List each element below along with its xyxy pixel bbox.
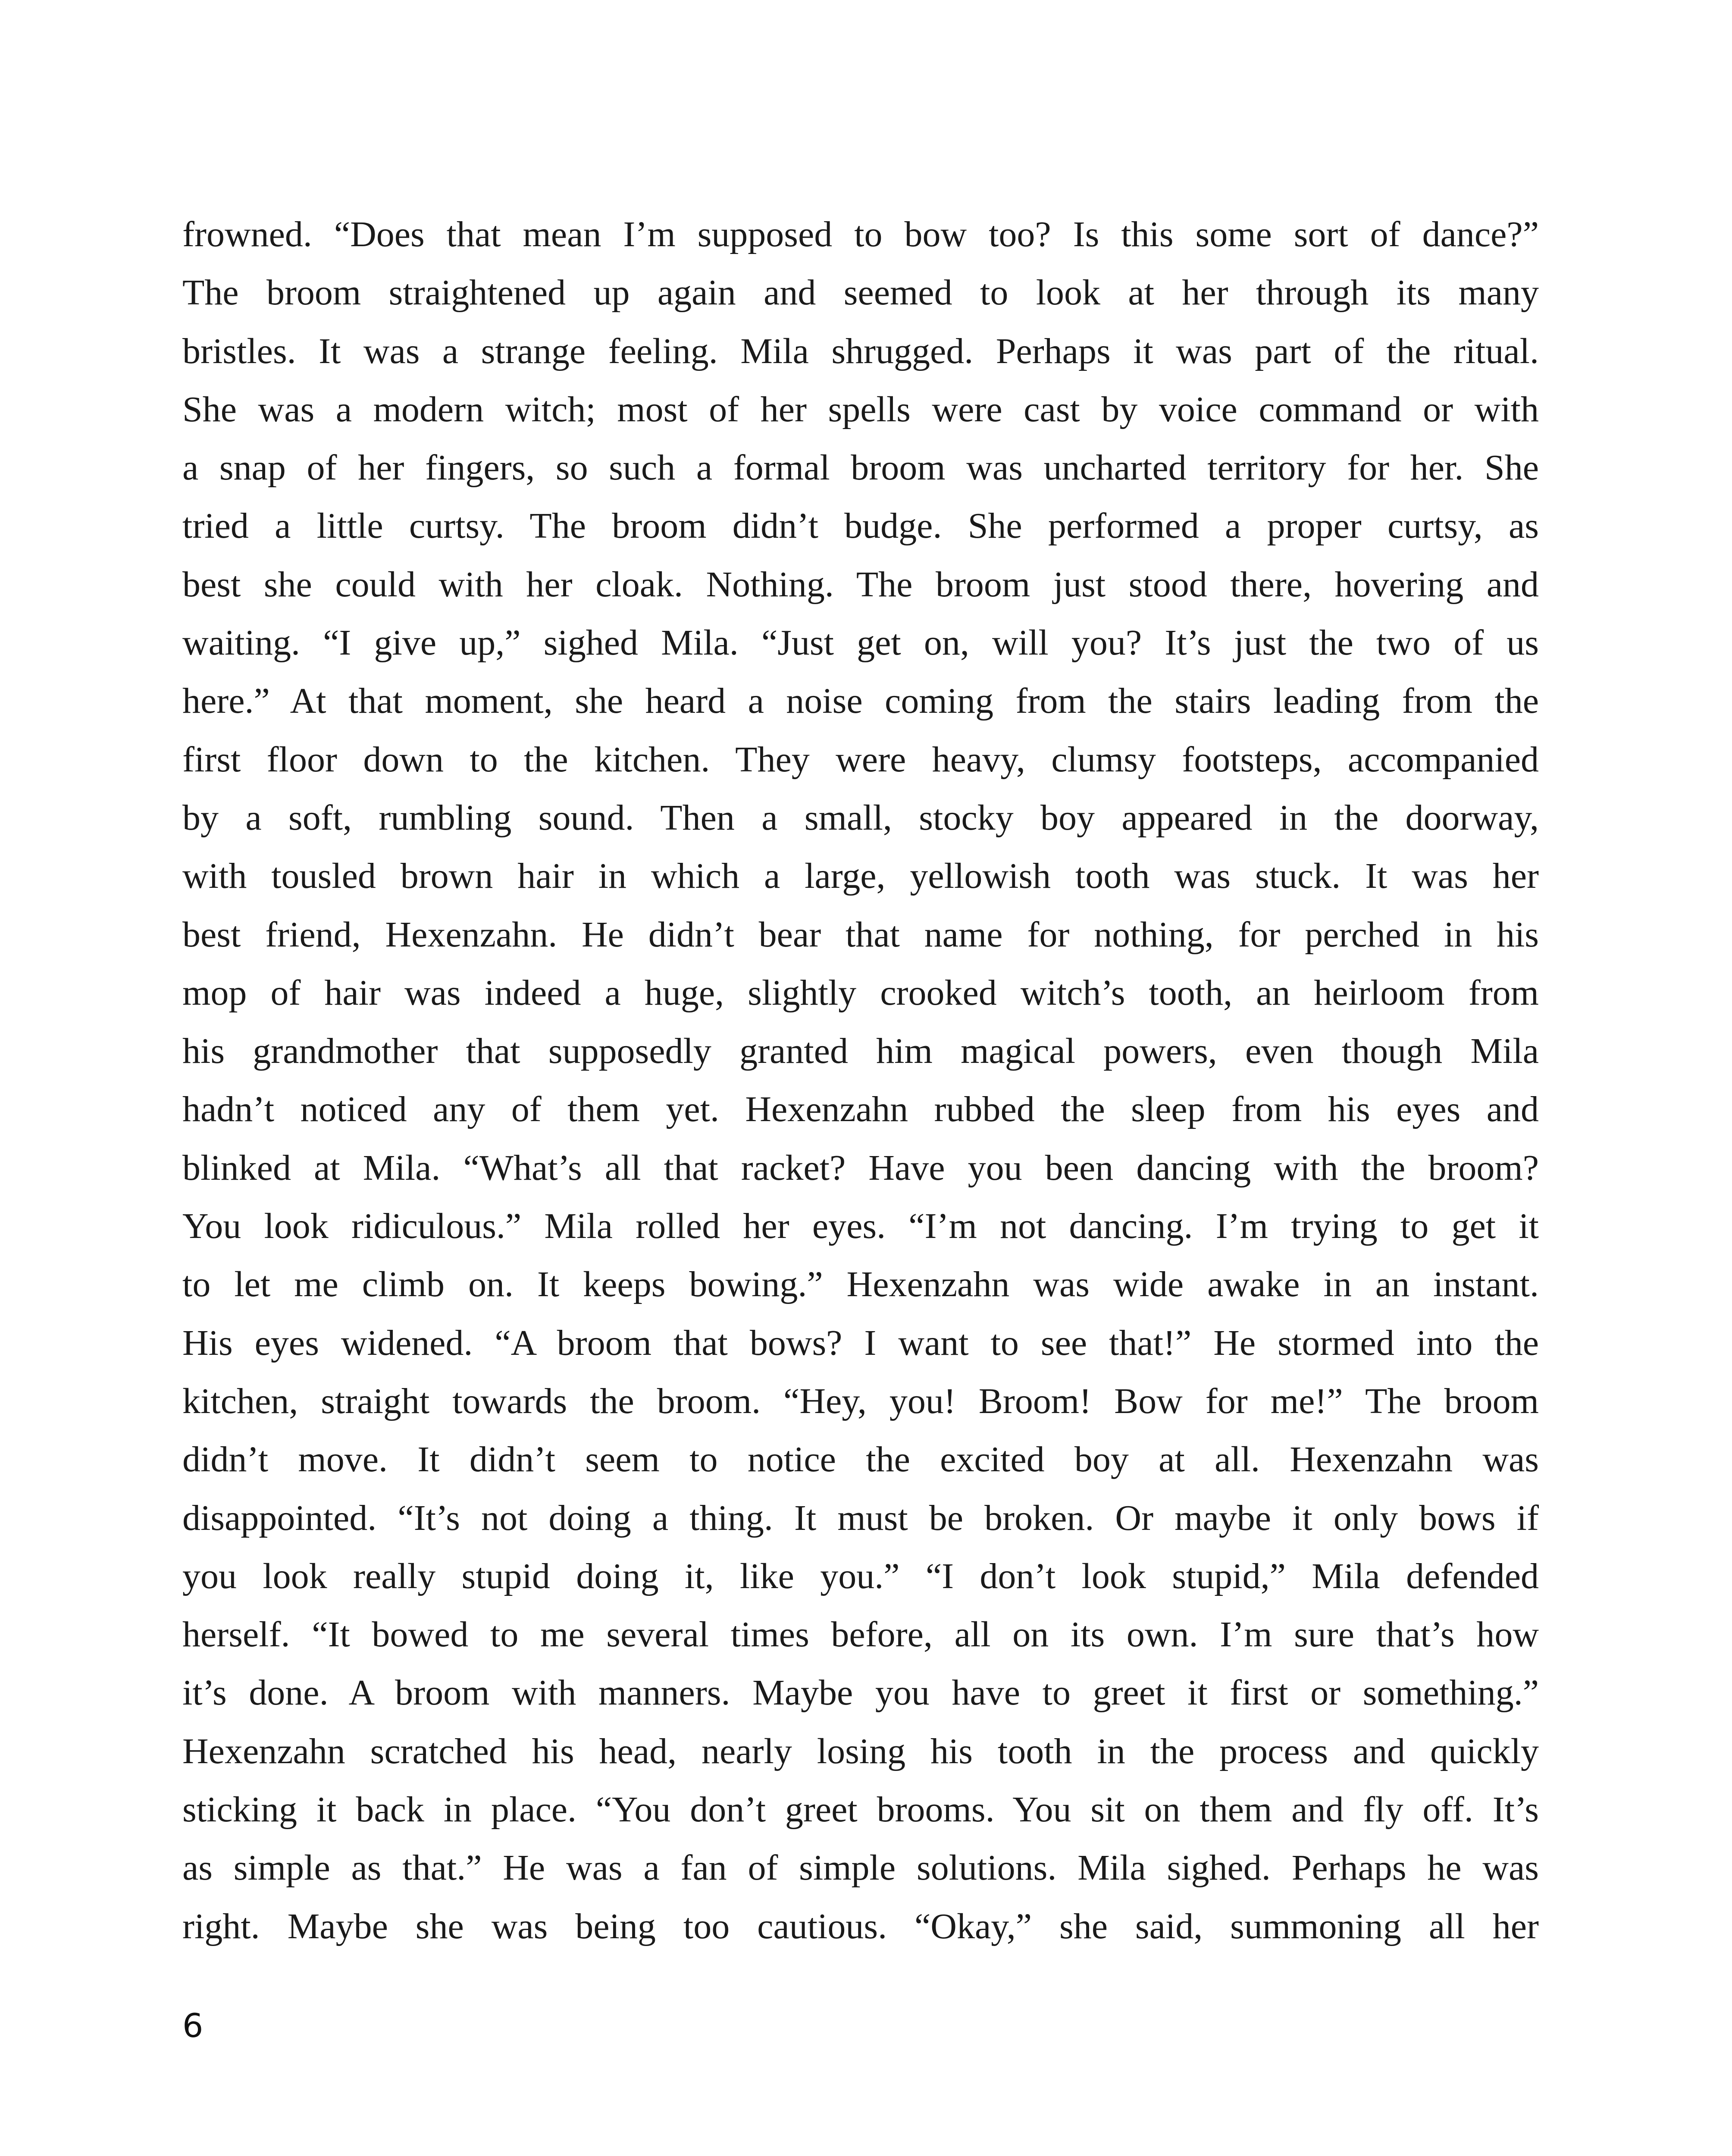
page-number: 6 [182,2006,204,2045]
text-line: sticking it back in place. “You don’t greet brooms. You sit on them and fly off. It’s [182,1789,1539,1830]
text-line: hadn’t noticed any of them yet. Hexenzahn rubbed the sleep from his eyes and [182,1089,1539,1130]
text-line: tried a little curtsy. The broom didn’t budge. She performed a proper curtsy, as [182,506,1539,546]
text-line: here.” At that moment, she heard a noise coming from the stairs leading from the [182,681,1539,721]
text-line: She was a modern witch; most of her spells were cast by voice command or with [182,389,1539,429]
text-line: The broom straightened up again and seemed to look at her through its many [182,273,1539,313]
text-line: blinked at Mila. “What’s all that racket? Have you been dancing with the broom? [182,1147,1539,1188]
text-line: disappointed. “It’s not doing a thing. It must be broken. Or maybe it only bows if [182,1498,1539,1538]
text-line: mop of hair was indeed a huge, slightly crooked witch’s tooth, an heirloom from [182,972,1539,1013]
text-line: you look really stupid doing it, like you.” “I don’t look stupid,” Mila defended [182,1556,1539,1596]
text-line: Hexenzahn scratched his head, nearly losing his tooth in the process and quickly [182,1731,1539,1771]
text-line: it’s done. A broom with manners. Maybe you have to greet it first or something.” [182,1673,1539,1713]
text-line: bristles. It was a strange feeling. Mila shrugged. Perhaps it was part of the ritual. [182,331,1539,371]
text-line: kitchen, straight towards the broom. “Hey, you! Broom! Bow for me!” The broom [182,1381,1539,1421]
text-line: waiting. “I give up,” sighed Mila. “Just get on, will you? It’s just the two of us [182,623,1539,663]
text-line: by a soft, rumbling sound. Then a small, stocky boy appeared in the doorway, [182,797,1539,838]
text-line: first floor down to the kitchen. They were heavy, clumsy footsteps, accompanied [182,739,1539,780]
text-line: to let me climb on. It keeps bowing.” Hexenzahn was wide awake in an instant. [182,1264,1539,1305]
body-text [182,205,1539,1955]
text-line: best she could with her cloak. Nothing. The broom just stood there, hovering and [182,564,1539,605]
text-line: frowned. “Does that mean I’m supposed to bow too? Is this some sort of dance?” [182,214,1539,254]
text-line: as simple as that.” He was a fan of simple solutions. Mila sighed. Perhaps he was [182,1848,1539,1888]
text-line: right. Maybe she was being too cautious. “Okay,” she said, summoning all her [182,1906,1539,1946]
text-line: with tousled brown hair in which a large, yellowish tooth was stuck. It was her [182,856,1539,896]
text-line: didn’t move. It didn’t seem to notice the excited boy at all. Hexenzahn was [182,1439,1539,1480]
text-line: herself. “It bowed to me several times before, all on its own. I’m sure that’s how [182,1614,1539,1655]
text-line: You look ridiculous.” Mila rolled her eyes. “I’m not dancing. I’m trying to get it [182,1206,1539,1247]
text-line: a snap of her fingers, so such a formal broom was uncharted territory for her. She [182,448,1539,488]
text-line: His eyes widened. “A broom that bows? I want to see that!” He stormed into the [182,1322,1539,1363]
text-line: his grandmother that supposedly granted him magical powers, even though Mila [182,1031,1539,1072]
text-line: best friend, Hexenzahn. He didn’t bear that name for nothing, for perched in his [182,914,1539,955]
